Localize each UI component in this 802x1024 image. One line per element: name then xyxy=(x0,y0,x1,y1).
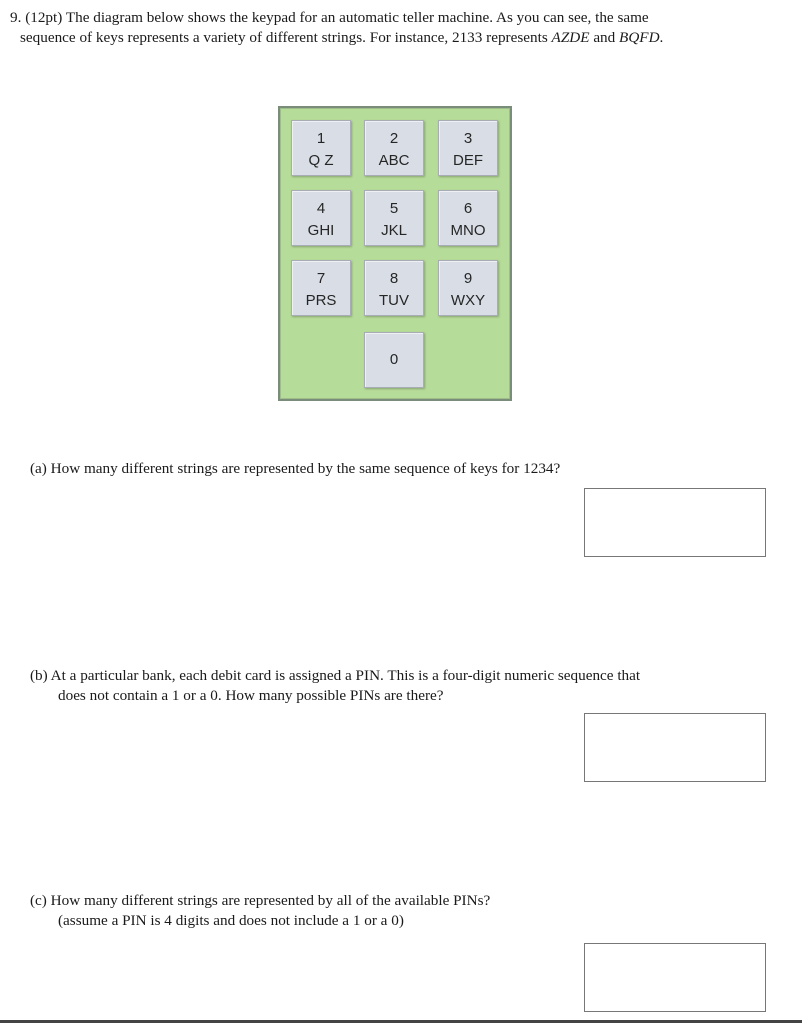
key-letters: DEF xyxy=(453,152,483,169)
question-intro xyxy=(10,8,790,48)
keypad-key-4 xyxy=(291,190,351,246)
key-number: 7 xyxy=(316,270,326,287)
part-b-line-2: does not contain a 1 or a 0. How many possible PINs are there? xyxy=(58,687,444,704)
intro-line-2-period: . xyxy=(659,29,664,46)
key-number: 5 xyxy=(389,200,399,217)
key-number: 3 xyxy=(463,130,473,147)
key-letters: ABC xyxy=(378,152,410,169)
intro-line-1: 9. (12pt) The diagram below shows the keypad for an automatic teller machine. As you can see, the same xyxy=(10,9,649,26)
key-number: 1 xyxy=(316,130,326,147)
part-a-answer-box[interactable] xyxy=(584,488,766,557)
key-number: 4 xyxy=(316,200,326,217)
key-letters: PRS xyxy=(305,292,337,309)
key-letters: GHI xyxy=(307,222,335,239)
key-number: 6 xyxy=(463,200,473,217)
part-b-line-1: (b) At a particular bank, each debit card is assigned a PIN. This is a four-digit numeric sequence that xyxy=(30,667,641,684)
example-string-2: BQFD xyxy=(619,29,660,46)
part-b-question xyxy=(30,666,775,706)
keypad-key-6 xyxy=(438,190,498,246)
atm-keypad-diagram xyxy=(278,106,512,401)
part-a-question: (a) How many different strings are represented by the same sequence of keys for 1234? xyxy=(30,460,561,477)
keypad-key-8 xyxy=(364,260,424,316)
keypad-key-5 xyxy=(364,190,424,246)
part-c-question xyxy=(30,891,775,931)
key-letters: JKL xyxy=(381,222,407,239)
keypad-key-2 xyxy=(364,120,424,176)
key-number: 2 xyxy=(389,130,399,147)
keypad-key-7 xyxy=(291,260,351,316)
intro-line-2 xyxy=(10,28,790,48)
key-number: 9 xyxy=(463,270,473,287)
part-c-answer-box[interactable] xyxy=(584,943,766,1012)
key-number: 8 xyxy=(389,270,399,287)
intro-line-2-text: sequence of keys represents a variety of different strings. For instance, 2133 represents xyxy=(20,29,552,46)
key-letters: Q Z xyxy=(308,152,334,169)
key-letters: TUV xyxy=(379,292,409,309)
page-bottom-divider xyxy=(0,1020,802,1023)
part-b-answer-box[interactable] xyxy=(584,713,766,782)
keypad-key-3 xyxy=(438,120,498,176)
intro-line-2-and: and xyxy=(589,29,620,46)
part-c-line-1: (c) How many different strings are represented by all of the available PINs? xyxy=(30,892,491,909)
keypad-key-1 xyxy=(291,120,351,176)
keypad-key-0 xyxy=(364,332,424,388)
key-number: 0 xyxy=(389,351,399,368)
key-letters: WXY xyxy=(450,292,486,309)
part-c-line-2: (assume a PIN is 4 digits and does not include a 1 or a 0) xyxy=(58,912,404,929)
keypad-key-9 xyxy=(438,260,498,316)
example-string-1: AZDE xyxy=(551,29,590,46)
key-letters: MNO xyxy=(450,222,486,239)
